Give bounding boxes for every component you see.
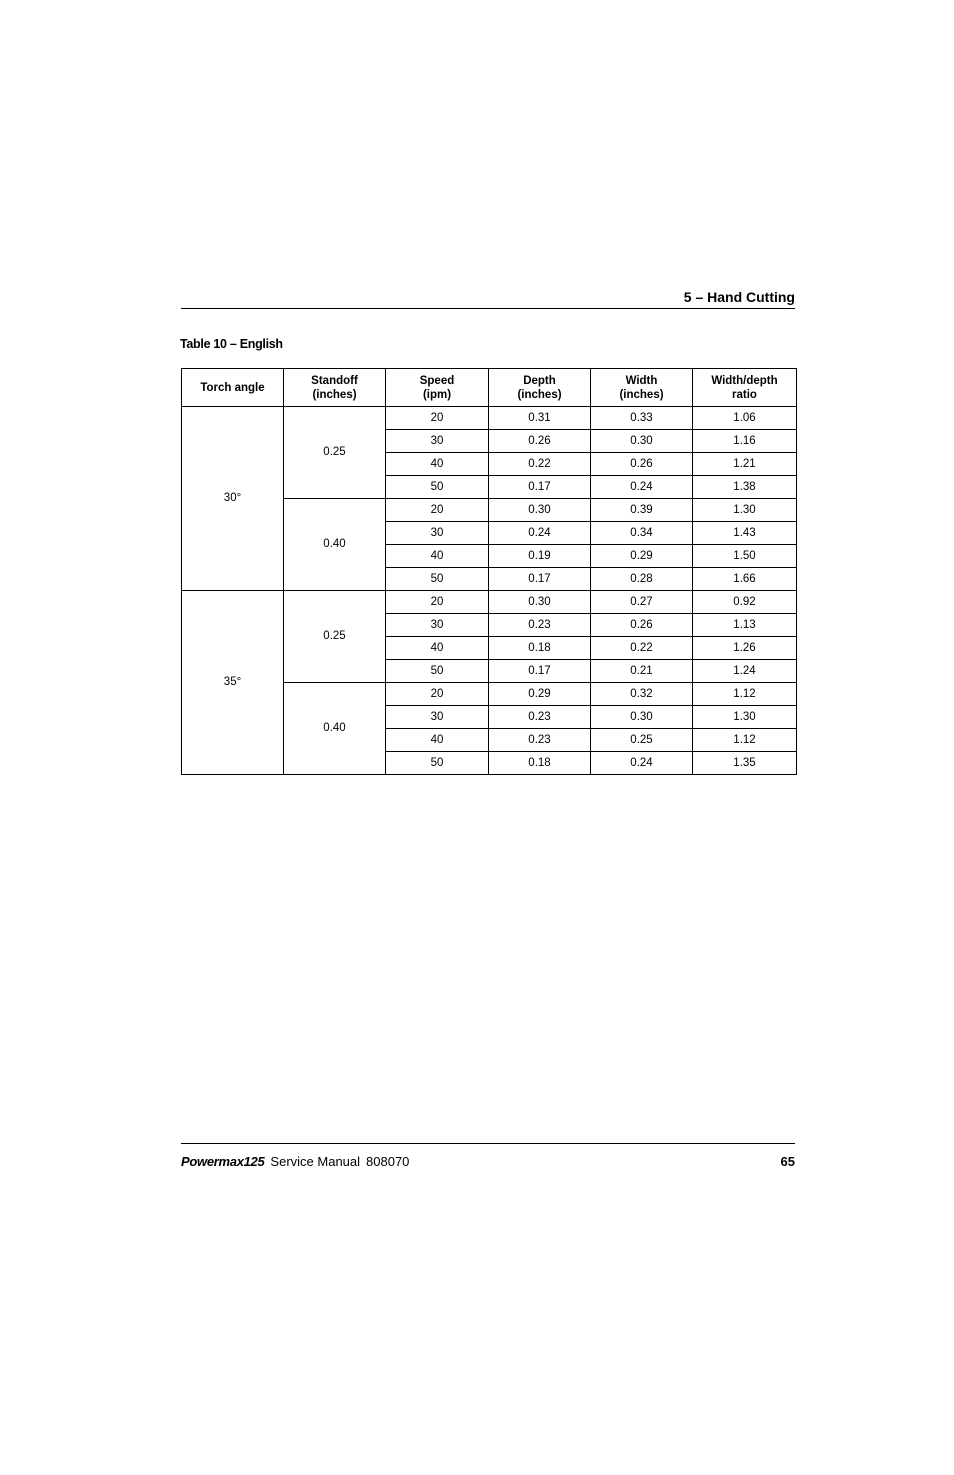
speed-cell: 50 bbox=[386, 752, 489, 775]
table-row bbox=[182, 407, 797, 430]
width-cell: 0.30 bbox=[591, 706, 693, 729]
product-name: Powermax125 bbox=[181, 1154, 265, 1169]
part-number: 808070 bbox=[366, 1154, 410, 1169]
width-cell: 0.33 bbox=[591, 407, 693, 430]
page-footer bbox=[181, 1143, 795, 1172]
width-cell: 0.22 bbox=[591, 637, 693, 660]
width-cell: 0.29 bbox=[591, 545, 693, 568]
standoff-cell: 0.40 bbox=[284, 683, 386, 775]
width-cell: 0.24 bbox=[591, 752, 693, 775]
speed-cell: 30 bbox=[386, 522, 489, 545]
ratio-cell: 1.26 bbox=[693, 637, 797, 660]
ratio-cell: 1.50 bbox=[693, 545, 797, 568]
depth-cell: 0.22 bbox=[489, 453, 591, 476]
width-cell: 0.21 bbox=[591, 660, 693, 683]
footer-document-info bbox=[181, 1154, 409, 1169]
speed-cell: 20 bbox=[386, 407, 489, 430]
depth-cell: 0.17 bbox=[489, 476, 591, 499]
width-cell: 0.24 bbox=[591, 476, 693, 499]
width-cell: 0.26 bbox=[591, 614, 693, 637]
depth-cell: 0.23 bbox=[489, 614, 591, 637]
ratio-cell: 1.12 bbox=[693, 729, 797, 752]
speed-cell: 30 bbox=[386, 614, 489, 637]
ratio-cell: 1.30 bbox=[693, 499, 797, 522]
width-cell: 0.32 bbox=[591, 683, 693, 706]
page-header bbox=[181, 287, 795, 309]
speed-cell: 40 bbox=[386, 729, 489, 752]
section-title: 5 – Hand Cutting bbox=[683, 289, 795, 305]
column-header-depth: Depth (inches) bbox=[489, 369, 591, 407]
width-cell: 0.25 bbox=[591, 729, 693, 752]
depth-cell: 0.30 bbox=[489, 499, 591, 522]
width-cell: 0.39 bbox=[591, 499, 693, 522]
ratio-cell: 0.92 bbox=[693, 591, 797, 614]
table-body bbox=[182, 407, 797, 775]
width-cell: 0.30 bbox=[591, 430, 693, 453]
speed-cell: 30 bbox=[386, 430, 489, 453]
speed-cell: 50 bbox=[386, 568, 489, 591]
ratio-cell: 1.38 bbox=[693, 476, 797, 499]
depth-cell: 0.18 bbox=[489, 752, 591, 775]
cut-data-table bbox=[181, 368, 797, 775]
width-cell: 0.34 bbox=[591, 522, 693, 545]
speed-cell: 40 bbox=[386, 637, 489, 660]
ratio-cell: 1.66 bbox=[693, 568, 797, 591]
depth-cell: 0.17 bbox=[489, 660, 591, 683]
ratio-cell: 1.06 bbox=[693, 407, 797, 430]
column-header-width: Width (inches) bbox=[591, 369, 693, 407]
depth-cell: 0.31 bbox=[489, 407, 591, 430]
speed-cell: 20 bbox=[386, 499, 489, 522]
standoff-cell: 0.25 bbox=[284, 407, 386, 499]
table-row bbox=[182, 591, 797, 614]
width-cell: 0.28 bbox=[591, 568, 693, 591]
standoff-cell: 0.25 bbox=[284, 591, 386, 683]
depth-cell: 0.23 bbox=[489, 706, 591, 729]
width-cell: 0.27 bbox=[591, 591, 693, 614]
ratio-cell: 1.43 bbox=[693, 522, 797, 545]
speed-cell: 50 bbox=[386, 476, 489, 499]
depth-cell: 0.26 bbox=[489, 430, 591, 453]
speed-cell: 50 bbox=[386, 660, 489, 683]
ratio-cell: 1.21 bbox=[693, 453, 797, 476]
column-header-torch-angle: Torch angle bbox=[182, 369, 284, 407]
table-caption: Table 10 – English bbox=[180, 337, 283, 351]
depth-cell: 0.18 bbox=[489, 637, 591, 660]
torch-angle-cell: 30° bbox=[182, 407, 284, 591]
depth-cell: 0.29 bbox=[489, 683, 591, 706]
speed-cell: 20 bbox=[386, 683, 489, 706]
speed-cell: 40 bbox=[386, 545, 489, 568]
speed-cell: 40 bbox=[386, 453, 489, 476]
ratio-cell: 1.16 bbox=[693, 430, 797, 453]
column-header-speed: Speed (ipm) bbox=[386, 369, 489, 407]
standoff-cell: 0.40 bbox=[284, 499, 386, 591]
column-header-standoff: Standoff (inches) bbox=[284, 369, 386, 407]
ratio-cell: 1.30 bbox=[693, 706, 797, 729]
speed-cell: 30 bbox=[386, 706, 489, 729]
depth-cell: 0.30 bbox=[489, 591, 591, 614]
depth-cell: 0.19 bbox=[489, 545, 591, 568]
manual-title: Service Manual bbox=[270, 1154, 361, 1169]
depth-cell: 0.17 bbox=[489, 568, 591, 591]
depth-cell: 0.23 bbox=[489, 729, 591, 752]
speed-cell: 20 bbox=[386, 591, 489, 614]
depth-cell: 0.24 bbox=[489, 522, 591, 545]
column-header-width-depth-ratio: Width/depth ratio bbox=[693, 369, 797, 407]
page-number: 65 bbox=[780, 1154, 795, 1169]
table-header-row bbox=[182, 369, 797, 407]
ratio-cell: 1.35 bbox=[693, 752, 797, 775]
torch-angle-cell: 35° bbox=[182, 591, 284, 775]
width-cell: 0.26 bbox=[591, 453, 693, 476]
ratio-cell: 1.24 bbox=[693, 660, 797, 683]
ratio-cell: 1.13 bbox=[693, 614, 797, 637]
ratio-cell: 1.12 bbox=[693, 683, 797, 706]
